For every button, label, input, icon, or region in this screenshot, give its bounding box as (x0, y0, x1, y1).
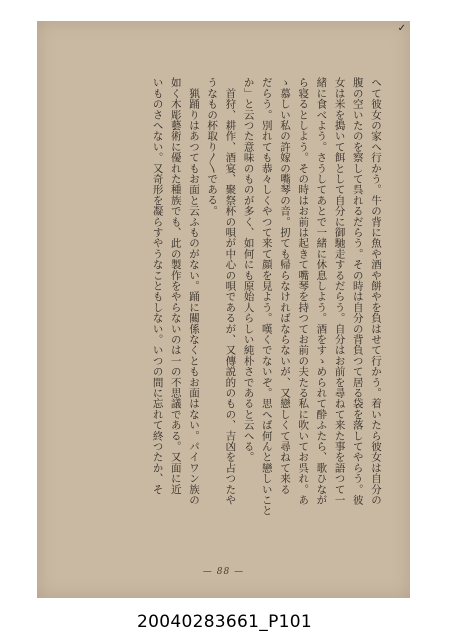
text-line: うなもの杯取り〳〵である。 (206, 77, 219, 216)
text-line: 首狩、耕作、酒宴、聚祭杯の唄が中心の唄であるが、又傳説的のもの、吉凶を占つたや (224, 77, 237, 505)
text-line: へて彼女の家へ行かう。牛の背に魚や酒や餅やを負はせて行かう。着いたら彼女は自分の (370, 77, 382, 505)
text-line: か」と云つた意味のものが多く、如何にも原始人らしい純朴さであると云へる。 (242, 77, 255, 463)
text-line: 腹の空いたのを察して呉れるだらう。その時は自分の背負つて居る袋を落してやらう。彼 (351, 77, 364, 505)
corner-mark: ✓ (397, 23, 406, 34)
text-line: いものさへない。又奇形を凝らすやうなこともしない。いつの間に忘れて終つたか、そ (151, 77, 164, 495)
text-line: 猟踊りはあつてもお面と云ふものがない。踊に關係なくともお面はない。パイワン族の (187, 77, 200, 505)
page-number: — 88 — (202, 567, 245, 577)
text-line: 女は米を搗いて餌として自分に御馳走するだらう。自分はお前を尋ねて来た事を語つて一 (333, 77, 346, 505)
book-page (37, 21, 410, 598)
image-caption: 20040283661_P101 (137, 612, 312, 632)
text-line: ゝ慕しい私の許嫁の嘴琴の音。扨ても帰らなければならないが、又戀しくて尋ねて来る (278, 77, 291, 495)
body-text (63, 77, 385, 525)
text-line: ら寝るとしよう。その時はお前は起きて嘴琴を持つてお前の夫たる私に吹いてお呉れ。あ (297, 77, 310, 505)
text-line: だらう。別れても恭々しくやつて来て顔を見よう。嘆くでないぞ。思へば何んと戀しいこと (260, 77, 273, 516)
text-line: 如く木彫藝術に優れた種族でも、此の製作をやらないのは一の不思議である。又面に近 (169, 77, 182, 495)
text-line: 緒に食べよう。さうしてあとで一緒に休息しよう。酒をすゝめられて酔ふたら、歌ひなが (315, 77, 328, 505)
